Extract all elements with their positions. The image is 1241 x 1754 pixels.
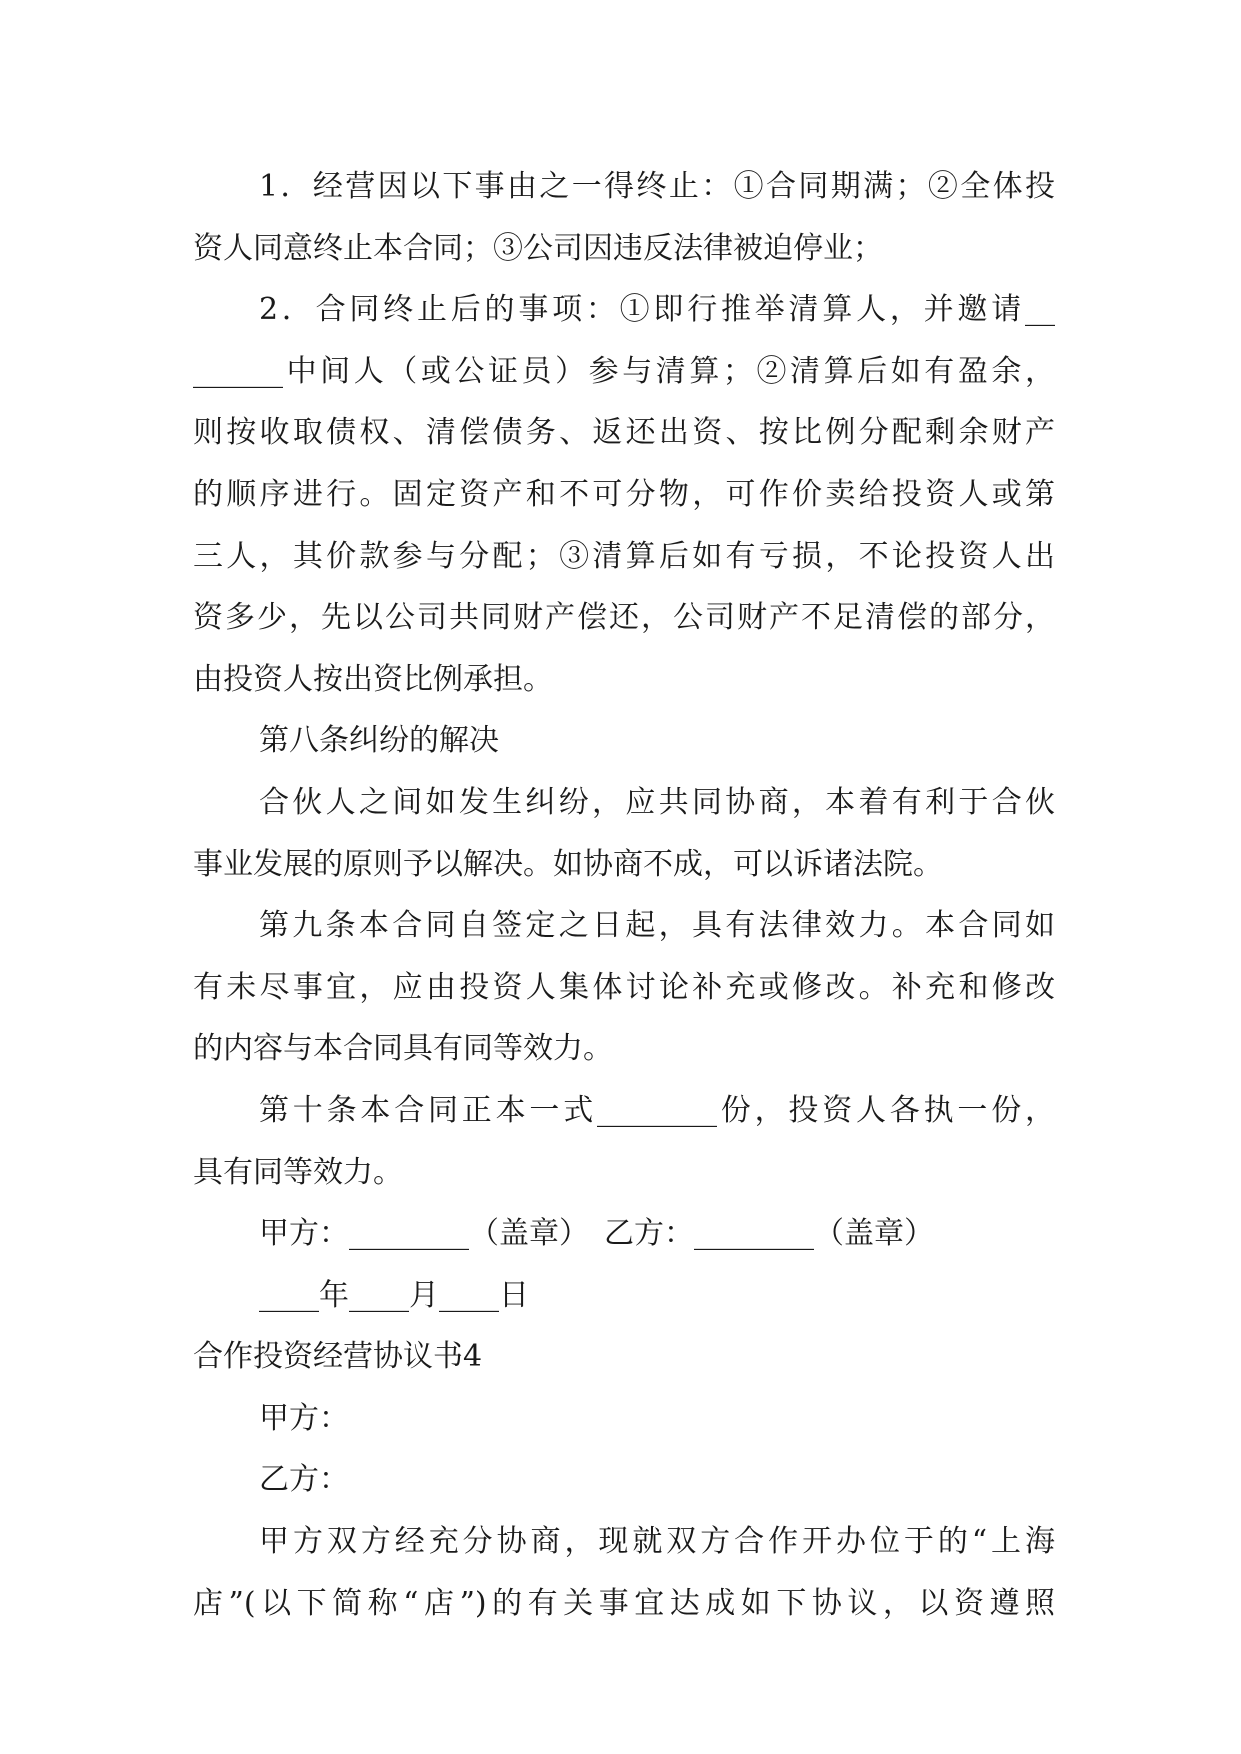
- paragraph-line: 1．经营因以下事由之一得终止：①合同期满；②全体投: [259, 169, 1055, 204]
- party-a-label: 甲方：: [259, 1400, 349, 1436]
- paragraph-line: 则按收取债权、清偿债务、返还出资、按比例分配剩余财产: [193, 415, 1055, 451]
- paragraph-line: 资多少，先以公司共同财产偿还，公司财产不足清偿的部分，: [193, 600, 1055, 636]
- paragraph-line: 合伙人之间如发生纠纷，应共同协商，本着有利于合伙: [259, 784, 1055, 820]
- paragraph-line: ______中间人（或公证员）参与清算；②清算后如有盈余，: [193, 353, 1055, 389]
- date-line: ____年____月____日: [259, 1277, 529, 1313]
- paragraph-line: 2．合同终止后的事项：①即行推举清算人，并邀请__: [259, 292, 1055, 328]
- paragraph-line: 三人，其价款参与分配；③清算后如有亏损，不论投资人出: [193, 538, 1055, 574]
- paragraph-line: 第十条本合同正本一式________份，投资人各执一份，: [259, 1092, 1055, 1128]
- paragraph-line: 店”(以下简称“店”)的有关事宜达成如下协议，以资遵照: [193, 1585, 1055, 1621]
- paragraph-line: 甲方双方经充分协商，现就双方合作开办位于的“上海: [259, 1524, 1055, 1560]
- document-body: [193, 156, 1055, 1634]
- signature-line: 甲方：________（盖章） 乙方：________（盖章）: [259, 1216, 934, 1252]
- paragraph-line: 第九条本合同自签定之日起，具有法律效力。本合同如: [259, 908, 1055, 944]
- party-b-label: 乙方：: [259, 1462, 349, 1498]
- paragraph-line: 的顺序进行。固定资产和不可分物，可作价卖给投资人或第: [193, 476, 1055, 512]
- paragraph-line: 具有同等效力。: [193, 1154, 403, 1190]
- paragraph-line: 的内容与本合同具有同等效力。: [193, 1031, 613, 1067]
- paragraph-line: 由投资人按出资比例承担。: [193, 661, 553, 697]
- paragraph-line: 有未尽事宜，应由投资人集体讨论补充或修改。补充和修改: [193, 969, 1055, 1005]
- paragraph-line: 资人同意终止本合同；③公司因违反法律被迫停业；: [193, 230, 883, 266]
- document-title: 合作投资经营协议书4: [193, 1339, 483, 1375]
- section-heading: 第八条纠纷的解决: [259, 723, 499, 759]
- paragraph-line: 事业发展的原则予以解决。如协商不成，可以诉诸法院。: [193, 846, 943, 882]
